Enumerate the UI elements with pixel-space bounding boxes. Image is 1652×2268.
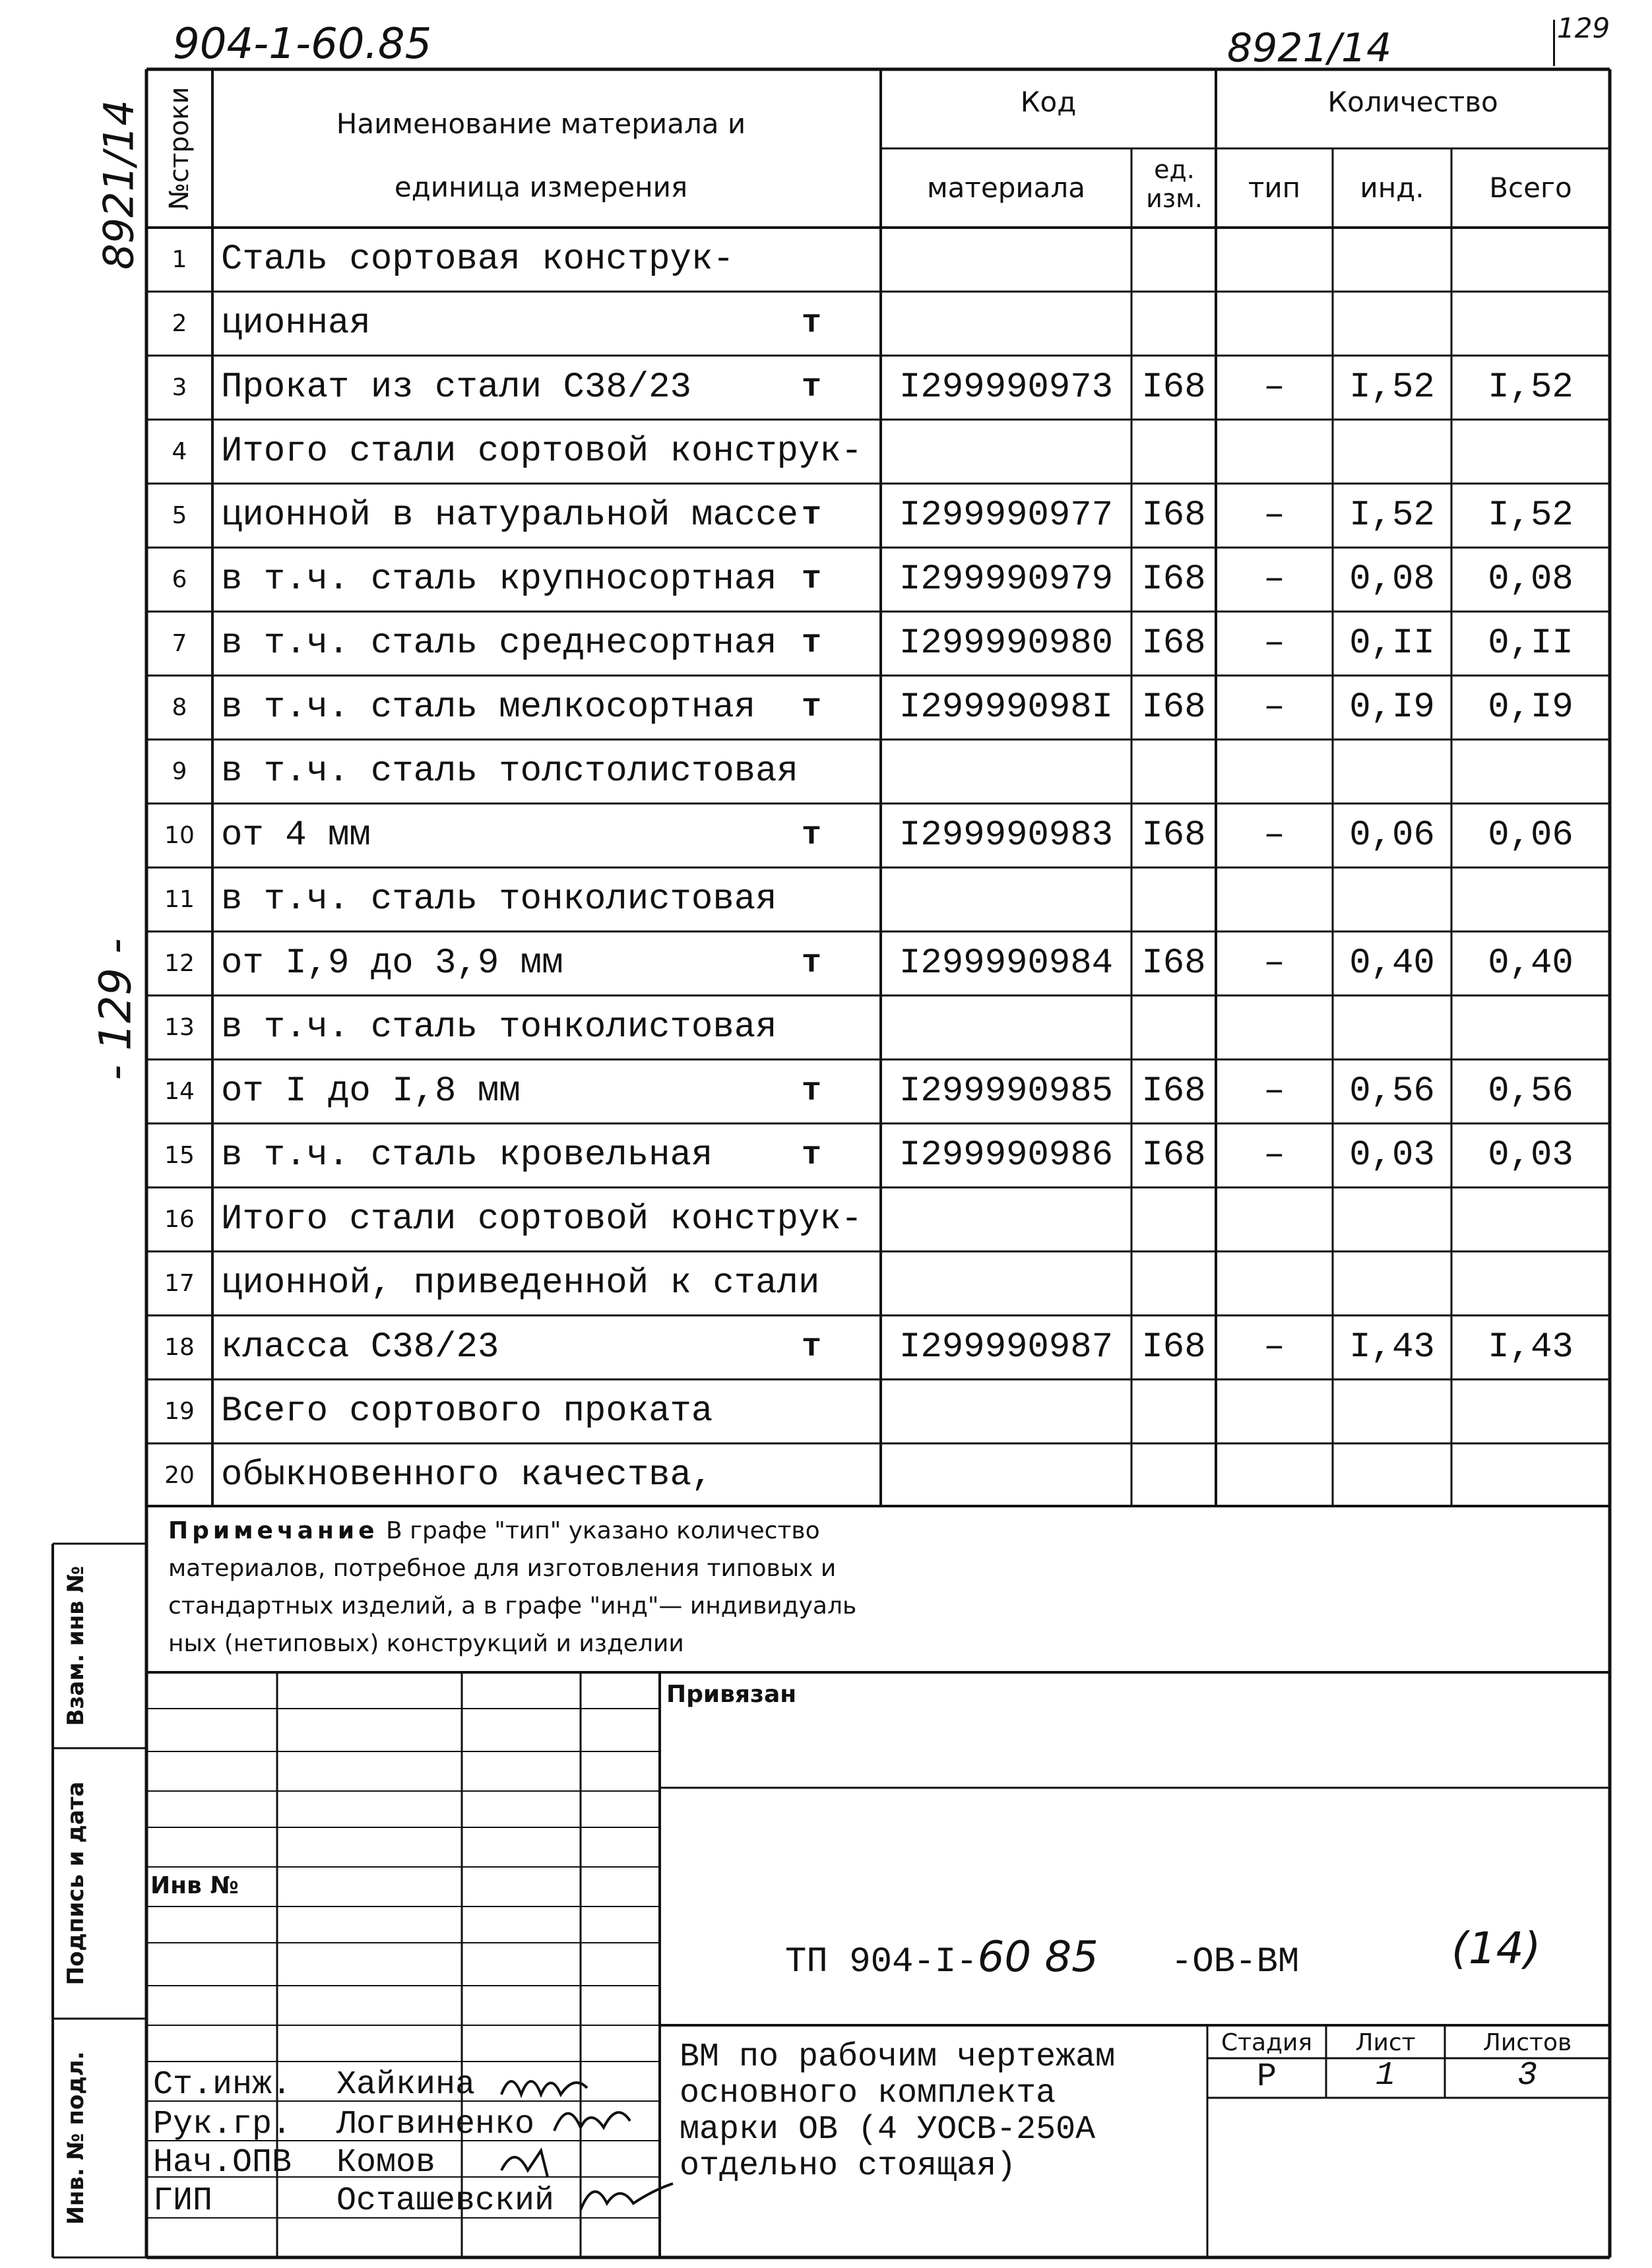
- stamp-sheets-value: 3: [1517, 2057, 1537, 2095]
- signature-name: Логвиненко: [336, 2106, 535, 2143]
- row-number: 18: [164, 1334, 195, 1361]
- top-document-code: 904-1-60.85: [173, 20, 432, 69]
- qty-tip: –: [1263, 687, 1285, 728]
- material-name: в т.ч. сталь среднесортная: [221, 623, 777, 664]
- material-code: I299990984: [899, 943, 1114, 984]
- header-quantity-ind: инд.: [1360, 172, 1424, 204]
- material-name: Итого стали сортовой конструк-: [221, 431, 863, 472]
- row-number: 20: [164, 1462, 195, 1489]
- signature-role: Рук.гр.: [153, 2106, 292, 2143]
- qty-total: 0,03: [1488, 1135, 1573, 1176]
- qty-total: 0,56: [1488, 1071, 1573, 1112]
- note-line-2: материалов, потребное для изготовления типовых и: [168, 1555, 837, 1582]
- row-number: 4: [172, 438, 187, 465]
- material-name: Итого стали сортовой конструк-: [221, 1199, 863, 1240]
- stamp-stage-value: Р: [1256, 2058, 1277, 2096]
- signature-logvinenko: [554, 2112, 630, 2131]
- stamp-sheets-label: Листов: [1482, 2029, 1572, 2056]
- unit-code: I68: [1141, 1135, 1206, 1176]
- side-label-podpis-data-text: Подпись и дата: [63, 1781, 89, 1986]
- material-name: от I,9 до 3,9 мм: [221, 943, 563, 984]
- side-label-inv-podl-text: Инв. № подл.: [63, 2051, 89, 2225]
- unit-code: I68: [1141, 367, 1206, 408]
- qty-total: 0,II: [1488, 623, 1573, 664]
- unit-code: I68: [1141, 1327, 1206, 1368]
- qty-tip: –: [1263, 623, 1285, 664]
- row-number: 15: [164, 1142, 195, 1169]
- qty-total: 0,06: [1488, 815, 1573, 856]
- stamp-title-line-3: марки ОВ (4 УОСВ-250А: [680, 2111, 1096, 2149]
- stamp-title-line-1: ВМ по рабочим чертежам: [680, 2038, 1116, 2076]
- stamp-sheet-label: Лист: [1355, 2029, 1416, 2056]
- unit-code: I68: [1141, 687, 1206, 728]
- signature-role: Нач.ОПВ: [153, 2144, 292, 2182]
- row-number: 8: [172, 694, 187, 721]
- qty-ind: 0,40: [1349, 943, 1435, 984]
- qty-total: 0,40: [1488, 943, 1573, 984]
- material-unit: т: [801, 497, 821, 534]
- qty-tip: –: [1263, 1135, 1285, 1176]
- material-code: I299990980: [899, 623, 1114, 664]
- qty-ind: 0,56: [1349, 1071, 1435, 1112]
- qty-tip: –: [1263, 815, 1285, 856]
- qty-tip: –: [1263, 1071, 1285, 1112]
- qty-ind: I,52: [1349, 367, 1435, 408]
- unit-code: I68: [1141, 623, 1206, 664]
- material-code: I299990987: [899, 1327, 1114, 1368]
- material-name: обыкновенного качества,: [221, 1455, 713, 1496]
- note-heading: Примечание: [168, 1517, 379, 1544]
- material-unit: т: [801, 625, 821, 662]
- material-unit: т: [801, 1073, 821, 1110]
- material-code: I299990986: [899, 1135, 1114, 1176]
- material-name: класса С38/23: [221, 1327, 499, 1368]
- qty-total: I,43: [1488, 1327, 1573, 1368]
- material-name: Всего сортового проката: [221, 1391, 713, 1432]
- material-code: I299990985: [899, 1071, 1114, 1112]
- stamp-doc-code-number: 60 85: [977, 1933, 1098, 1982]
- qty-tip: –: [1263, 1327, 1285, 1368]
- row-number: 10: [164, 822, 195, 849]
- qty-total: I,52: [1488, 495, 1573, 536]
- header-code-material: материала: [926, 172, 1085, 204]
- material-unit: т: [801, 1137, 821, 1174]
- material-name: в т.ч. сталь кровельная: [221, 1135, 713, 1176]
- material-unit: т: [801, 305, 821, 342]
- side-label-vzam-inv-text: Взам. инв №: [63, 1565, 89, 1726]
- material-name: ционной в натуральной массе: [221, 495, 798, 536]
- qty-total: 0,08: [1488, 559, 1573, 600]
- top-right-archive-number: 8921/14: [1227, 25, 1392, 71]
- stamp-title-line-4: отдельно стоящая): [680, 2147, 1017, 2185]
- material-code: I29999098I: [899, 687, 1114, 728]
- qty-total: 0,I9: [1488, 687, 1573, 728]
- unit-code: I68: [1141, 495, 1206, 536]
- left-page-reference-text: - 129 -: [90, 938, 141, 1081]
- stamp-doc-code-suffix: -ОВ-ВМ: [1170, 1942, 1300, 1982]
- material-name: в т.ч. сталь тонколистовая: [221, 1007, 777, 1048]
- material-name: Прокат из стали С38/23: [221, 367, 691, 408]
- signature-role: ГИП: [153, 2182, 213, 2220]
- material-name: ционной, приведенной к стали: [221, 1263, 820, 1304]
- row-number: 2: [172, 310, 187, 337]
- material-name: в т.ч. сталь тонколистовая: [221, 879, 777, 920]
- material-name: от I до I,8 мм: [221, 1071, 521, 1112]
- row-number: 12: [164, 950, 195, 977]
- qty-ind: 0,08: [1349, 559, 1435, 600]
- qty-ind: 0,I9: [1349, 687, 1435, 728]
- row-number: 11: [164, 886, 195, 913]
- note-line-4: ных (нетиповых) конструкций и изделии: [168, 1630, 684, 1657]
- qty-ind: I,43: [1349, 1327, 1435, 1368]
- signature-khaykina: [501, 2081, 587, 2095]
- signature-name: Осташевский: [336, 2182, 555, 2220]
- row-number: 6: [172, 566, 187, 593]
- signature-name: Хайкина: [336, 2066, 476, 2104]
- qty-total: I,52: [1488, 367, 1573, 408]
- qty-ind: I,52: [1349, 495, 1435, 536]
- unit-code: I68: [1141, 559, 1206, 600]
- material-name: в т.ч. сталь мелкосортная: [221, 687, 756, 728]
- note-line-1: В графе "тип" указано количество: [378, 1517, 820, 1544]
- material-code: I299990977: [899, 495, 1114, 536]
- unit-code: I68: [1141, 1071, 1206, 1112]
- header-quantity-tip: тип: [1248, 172, 1301, 204]
- row-number: 7: [172, 630, 187, 657]
- material-unit: т: [801, 945, 821, 982]
- material-unit: т: [801, 561, 821, 598]
- unit-code: I68: [1141, 943, 1206, 984]
- page-number: 129: [1557, 12, 1610, 44]
- qty-tip: –: [1263, 495, 1285, 536]
- header-code: Код: [1020, 86, 1077, 118]
- qty-tip: –: [1263, 943, 1285, 984]
- material-unit: т: [801, 817, 821, 854]
- material-name: в т.ч. сталь толстолистовая: [221, 751, 798, 792]
- header-quantity: Количество: [1327, 86, 1498, 118]
- material-name: Сталь сортовая конструк-: [221, 239, 734, 280]
- left-archive-number-text: 8921/14: [94, 100, 143, 270]
- material-code: I299990979: [899, 559, 1114, 600]
- stamp-inv-no: Инв №: [150, 1872, 239, 1899]
- material-name: от 4 мм: [221, 815, 371, 856]
- row-number: 17: [164, 1270, 195, 1297]
- note-line-3: стандартных изделий, а в графе "инд"— индивидуаль: [168, 1592, 857, 1620]
- stamp-stage-label: Стадия: [1221, 2029, 1313, 2056]
- signature-ostashevsky: [581, 2184, 673, 2210]
- signature-name: Комов: [336, 2144, 436, 2182]
- row-number: 19: [164, 1398, 195, 1425]
- row-number: 13: [164, 1014, 195, 1041]
- header-code-unit: ед. изм.: [1146, 155, 1203, 213]
- signature-role: Ст.инж.: [153, 2066, 292, 2104]
- row-number: 14: [164, 1078, 195, 1105]
- header-row-number-text: №строки: [164, 86, 195, 210]
- signature-komov: [501, 2151, 548, 2177]
- row-number: 5: [172, 502, 187, 529]
- stamp-privyazan: Привязан: [666, 1681, 797, 1708]
- material-code: I299990973: [899, 367, 1114, 408]
- unit-code: I68: [1141, 815, 1206, 856]
- stamp-title-line-2: основного комплекта: [680, 2075, 1056, 2112]
- qty-tip: –: [1263, 367, 1285, 408]
- material-unit: т: [801, 1329, 821, 1366]
- stamp-doc-code-prefix: ТП 904-I-: [785, 1942, 978, 1982]
- qty-ind: 0,II: [1349, 623, 1435, 664]
- header-quantity-total: Всего: [1489, 172, 1572, 204]
- row-number: 9: [172, 758, 187, 785]
- stamp-sheet-value: 1: [1375, 2057, 1395, 2095]
- row-number: 3: [172, 374, 187, 401]
- row-number: 1: [172, 246, 187, 273]
- qty-ind: 0,03: [1349, 1135, 1435, 1176]
- row-number: 16: [164, 1206, 195, 1233]
- material-unit: т: [801, 369, 821, 406]
- header-material-name: Наименование материала и единица измерения: [336, 108, 746, 203]
- stamp-sheet-mark: (14): [1451, 1923, 1541, 1974]
- qty-ind: 0,06: [1349, 815, 1435, 856]
- material-unit: т: [801, 689, 821, 726]
- material-name: в т.ч. сталь крупносортная: [221, 559, 777, 600]
- material-code: I299990983: [899, 815, 1114, 856]
- qty-tip: –: [1263, 559, 1285, 600]
- material-name: ционная: [221, 303, 371, 344]
